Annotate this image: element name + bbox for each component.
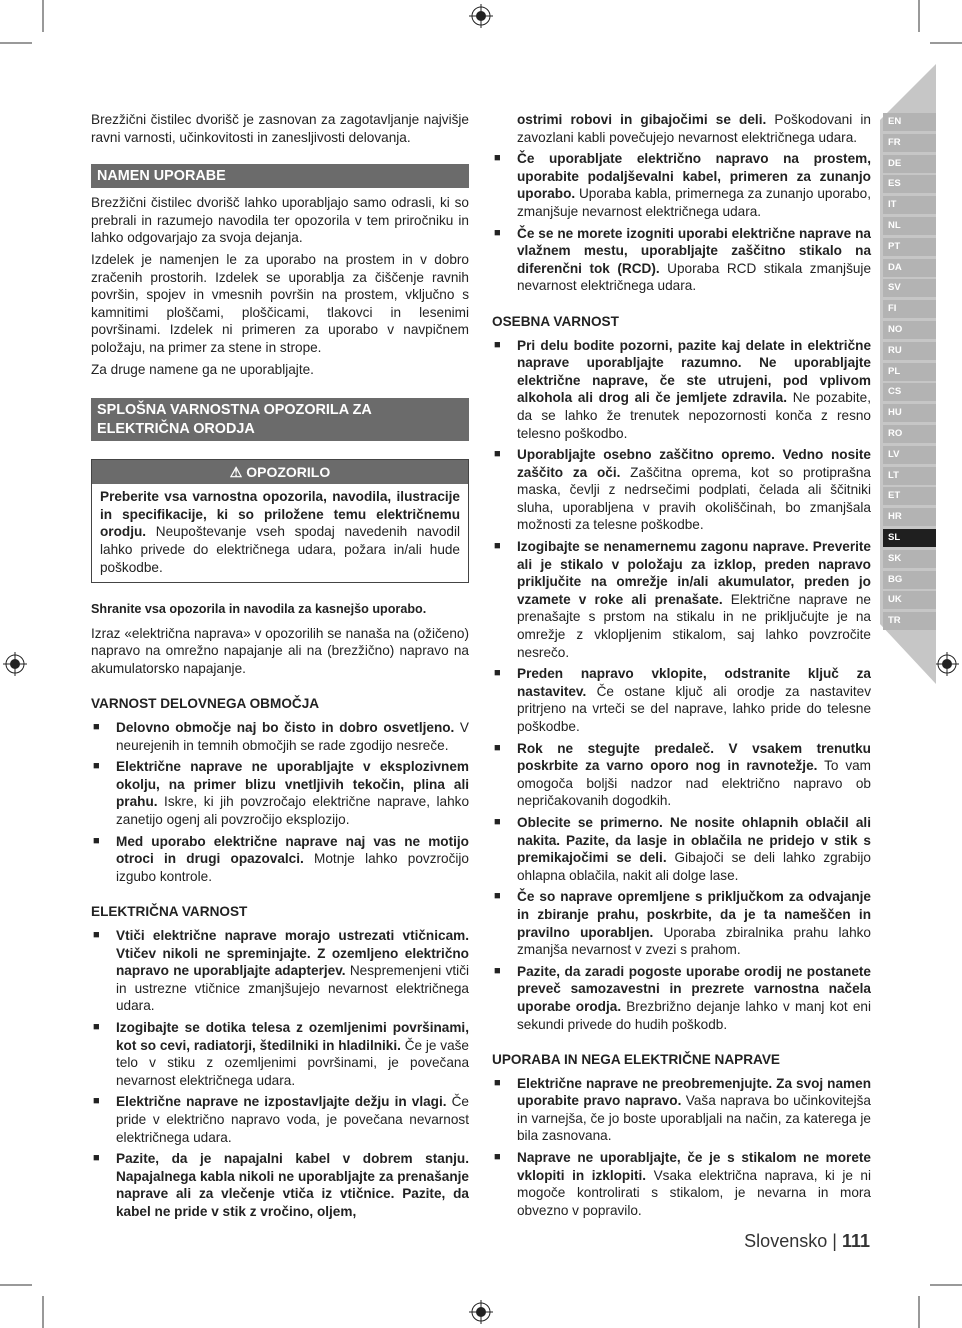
language-tab-ro: RO <box>883 425 936 443</box>
bullet-square-icon: ■ <box>494 815 501 828</box>
list-item <box>492 1075 871 1145</box>
right-column <box>492 111 871 1223</box>
item-bold-text: Naprave ne uporabljajte, če je s stikalom ne morete vklopiti in izklopiti. <box>517 1150 871 1183</box>
language-tab-it: IT <box>883 196 936 214</box>
language-tab-sk: SK <box>883 550 936 568</box>
item-text: Nespremenjeni vtiči in ustrezne vtičnice zmanjšujejo nevarnost električnega udara. <box>116 963 470 1014</box>
list-item <box>492 888 871 958</box>
bullet-square-icon: ■ <box>93 760 100 773</box>
language-tab-sv: SV <box>883 279 936 297</box>
language-tab-lv: LV <box>883 446 936 464</box>
item-text: Ne pozabite, da se lahko že trenutek nepozornosti konča z resno telesno poškodbo. <box>517 390 871 441</box>
namen-paragraph: Izdelek je namenjen le za uporabo na prostem in v dobro zračenih prostorih. Izdelek se uporablja za čiščenje ravnih površin, spojev in vmesnih površin na prostem, vključno s kamnitimi ploščami, ploščicami, tlakovci in lesenimi površinami. Izdelek ni primeren za uporabo v navpičnem položaju, na primer za stene in strope. <box>91 251 469 355</box>
warning-triangle-icon: ⚠ <box>229 464 243 481</box>
language-tab-uk: UK <box>883 591 936 609</box>
item-bold-text: Pazite, da zaradi pogoste uporabe orodij ne postanete preveč samozavestni in prezrete varnostna načela uporabe orodja. <box>517 963 871 1014</box>
item-bold-text: Vtiči električne naprave morajo ustrezati vtičnicam. Vtičev nikoli ne spreminjajte. Z ozemljeno električno napravo ne uporabljajte adapterjev. <box>116 928 469 979</box>
warning-body <box>92 484 468 582</box>
bullet-square-icon: ■ <box>494 448 501 461</box>
page-footer <box>744 1231 870 1252</box>
language-tab-en: EN <box>883 113 936 131</box>
bullet-square-icon: ■ <box>494 667 501 680</box>
section-heading-namen: NAMEN UPORABE <box>91 164 469 188</box>
page-number: 111 <box>841 1231 870 1251</box>
list-item <box>492 814 871 884</box>
item-text: Vsaka električna naprava, ki je ni mogoče kontrolirati s stikalom, je nevarna in mora obvezno v popravilo. <box>517 1167 872 1218</box>
item-bold-text: Izogibajte se dotika telesa z ozemljenimi površinami, kot so cevi, radiatorji, štedilniki in hladilniki. <box>116 1019 469 1053</box>
language-tab-fi: FI <box>883 300 936 318</box>
bullet-square-icon: ■ <box>93 1152 100 1165</box>
item-text: To vam omogoča boljši nadzor nad električno napravo ob nepričakovanih dogodkih. <box>517 758 871 809</box>
list-item <box>492 337 871 443</box>
item-bold-text: Če se ne morete izogniti uporabi električne naprave na vlažnem mestu, uporabljajte zaščitno stikalo na diferenčni tok (RCD). <box>517 225 871 276</box>
language-tab-lt: LT <box>883 467 936 485</box>
item-text: Če je vaše telo v stiku z ozemljenimi površinami, je povečana nevarnost električnega udara. <box>116 1037 469 1088</box>
list-item <box>492 1149 871 1219</box>
item-bold-text: Rok ne stegujte predaleč. V vsakem trenutku poskrbite za varno oporo nog in ravnotežje. <box>517 740 871 774</box>
section-heading-splosna: SPLOŠNA VARNOSTNA OPOZORILA ZA ELEKTRIČNA ORODJA <box>91 398 469 441</box>
list-elektricna <box>91 927 469 1221</box>
bullet-square-icon: ■ <box>93 929 100 941</box>
subheading-elektricna: ELEKTRIČNA VARNOST <box>91 904 248 920</box>
bullet-square-icon: ■ <box>93 1095 100 1108</box>
bullet-square-icon: ■ <box>93 721 100 734</box>
bullet-square-icon: ■ <box>494 226 501 239</box>
language-tab-fr: FR <box>883 134 936 152</box>
language-tab-da: DA <box>883 259 936 277</box>
item-text: Zaščitna oprema, kot so protiprašna maska, čevlji z nedrsečimi podplati, čelada ali ščitniki sluha, uporabljena v pravih okoliščinah, bo zmanjšala možnosti za telesne poškodbe. <box>517 464 871 533</box>
warning-title: OPOZORILO <box>246 464 331 481</box>
language-tab-hr: HR <box>883 508 936 526</box>
language-tab-et: ET <box>883 487 936 505</box>
language-tab-tr: TR <box>883 612 936 630</box>
namen-paragraph: Brezžični čistilec dvorišč lahko uporabljajo samo odrasli, ki so prebrali in razumejo navodila ter opozorila v tem priročniku in lahko odgovarjajo za svoja dejanja. <box>91 195 469 246</box>
intro-paragraph: Brezžični čistilec dvorišč je zasnovan za zagotavljanje najvišje ravni varnosti, učinkovitosti in zanesljivosti delovanja. <box>91 112 469 145</box>
list-item <box>492 665 871 735</box>
language-tab-ru: RU <box>883 342 936 360</box>
footer-separator: | <box>832 1231 837 1251</box>
language-tab-no: NO <box>883 321 936 339</box>
list-item <box>492 963 871 1033</box>
list-item <box>91 758 469 828</box>
language-tab-de: DE <box>883 155 936 173</box>
registration-mark-icon <box>935 652 959 676</box>
item-bold-text: Električne naprave ne preobremenjujte. Za svoj namen uporabite pravo napravo. <box>517 1075 871 1109</box>
list-uporaba <box>492 1075 871 1220</box>
item-text: Brezbrižno dejanje lahko v manj kot eni sekundi privede do hudih poškodb. <box>517 998 871 1032</box>
item-bold-text: Med uporabo električne naprave naj vas ne motijo otroci in drugi opazovalci. <box>116 833 469 867</box>
bullet-square-icon: ■ <box>93 1020 100 1033</box>
item-bold-text: Izogibajte se nenamernemu zagonu naprave. Preverite ali je stikalo v položaju za izklop, preden napravo priključite na omrežje in/ali akumulator, preden jo vzamete v roke ali prenašate. <box>517 539 871 607</box>
warning-header <box>92 460 468 484</box>
bullet-square-icon: ■ <box>494 964 501 977</box>
registration-mark-icon <box>469 4 493 28</box>
item-text: Iskre, ki jih povzročajo električne naprave, lahko zanetijo ogenj ali povzročijo eksplozijo. <box>116 794 469 828</box>
item-bold-text: Električne naprave ne uporabljajte v eksplozivnem okolju, na primer blizu vnetljivih tekočin, plina ali prahu. <box>116 759 469 810</box>
language-tab-hu: HU <box>883 404 936 422</box>
list-right-items <box>492 150 871 295</box>
bullet-square-icon: ■ <box>494 890 501 903</box>
bullet-square-icon: ■ <box>494 152 501 165</box>
language-tabs <box>883 113 936 633</box>
item-bold-text: Uporabljajte osebno zaščitno opremo. Vedno nosite zaščito za oči. <box>517 447 871 480</box>
item-bold-text: Oblecite se primerno. Ne nosite ohlapnih oblačil ali nakita. Pazite, da lasje in oblačila ne pridejo v stik s premikajočimi se deli. <box>517 814 871 866</box>
item-bold-text: Delovno območje naj bo čisto in dobro osvetljeno. <box>116 720 455 736</box>
item-text: Če ostane ključ ali orodje za nastavitev pritrjeno na vrteči se del naprave, lahko pride do telesne poškodbe. <box>517 683 871 734</box>
term-paragraph: Izraz «električna naprava» v opozorilih se nanaša na (ožičeno) napravo na omrežno napajanje ali na (brezžično) napravo na akumulatorsko napajanje. <box>91 625 469 676</box>
item-text: Če pride v električno napravo voda, je povečana nevarnost električnega udara. <box>116 1094 469 1145</box>
list-item <box>492 150 871 220</box>
registration-mark-icon <box>469 1300 493 1324</box>
language-tab-cs: CS <box>883 383 936 401</box>
list-item <box>492 740 871 810</box>
language-tab-sl: SL <box>883 529 936 547</box>
save-note: Shranite vsa opozorila in navodila za kasnejšo uporabo. <box>91 602 427 617</box>
bullet-square-icon: ■ <box>494 1151 501 1164</box>
list-delovno <box>91 719 469 885</box>
bullet-square-icon: ■ <box>93 834 100 847</box>
bullet-square-icon: ■ <box>494 540 501 553</box>
list-item <box>492 111 871 146</box>
bullet-square-icon: ■ <box>494 1076 501 1089</box>
subheading-delovno: VARNOST DELOVNEGA OBMOČJA <box>91 696 320 712</box>
warning-box <box>91 459 469 583</box>
subheading-osebna: OSEBNA VARNOST <box>492 313 619 329</box>
list-item <box>91 1150 469 1220</box>
list-item <box>492 446 871 534</box>
language-tab-pt: PT <box>883 238 936 256</box>
language-tab-pl: PL <box>883 363 936 381</box>
item-text: Gibajoči se deli lahko zgrabijo ohlapna oblačila, nakit ali dolge lase. <box>517 850 871 883</box>
item-bold-text: Če uporabljate električno napravo na prostem, uporabite podaljševalni kabel, primeren za zunanjo uporabo. <box>517 151 871 202</box>
item-bold-text: Pri delu bodite pozorni, pazite kaj delate in električne naprave uporabljajte razumno. Ne uporabljajte električne naprave, če ste utrujeni, pod vplivom alkohola ali drog ali če jemljete zdravila. <box>517 337 871 406</box>
item-text: Motnje lahko povzročijo izgubo kontrole. <box>116 851 469 884</box>
item-bold-text: Če so naprave opremljene s priključkom za odvajanje in zbiranje prahu, poskrbite, da je ta nameščen in pravilno uporabljen. <box>517 889 871 940</box>
left-column <box>91 111 469 1225</box>
language-tab-es: ES <box>883 175 936 193</box>
item-text: Uporaba zbiralnika prahu lahko zmanjša nevarnost v zvezi s prahom. <box>517 924 871 958</box>
item-text: Vaša naprava bo učinkovitejša in varnejša, če jo boste uporabljali na način, za katerega je bila zasnovana. <box>517 1093 871 1144</box>
warning-text: Neupoštevanje vseh spodaj navedenih navodil lahko privede do električnega udara, požara in/ali hude poškodbe. <box>100 524 460 575</box>
item-bold-text: Pazite, da je napajalni kabel v dobrem stanju. Napajalnega kabla nikoli ne uporabljajte za prenašanje naprave ali za vlečenje vtiča iz vtičnice. Pazite, da kabel ne pride v stik z vročino, oljem, <box>116 1151 469 1219</box>
list-item <box>91 719 469 754</box>
item-bold-text: Preden napravo vklopite, odstranite ključ za nastavitev. <box>517 666 871 699</box>
list-item <box>492 538 871 661</box>
list-osebna <box>492 337 871 1034</box>
list-continued <box>492 111 871 146</box>
list-item <box>91 927 469 1015</box>
item-text: Uporaba kabla, primernega za zunanjo uporabo, zmanjšuje nevarnost električnega udara. <box>517 186 871 219</box>
subheading-uporaba: UPORABA IN NEGA ELEKTRIČNE NAPRAVE <box>492 1052 781 1068</box>
footer-language: Slovensko <box>744 1231 828 1251</box>
item-text: Poškodovani in zavozlani kabli povečujejo nevarnost električnega udara. <box>517 112 871 145</box>
warning-bold-text: Preberite vsa varnostna opozorila, navodila, ilustracije in specifikacije, ki so priložene temu električnemu orodju. <box>100 489 460 540</box>
language-tab-nl: NL <box>883 217 936 235</box>
item-bold-text: Električne naprave ne izpostavljajte dežju in vlagi. <box>116 1094 447 1110</box>
list-item <box>91 833 469 886</box>
list-item <box>492 225 871 295</box>
language-tab-bg: BG <box>883 571 936 589</box>
item-text: V neurejenih in temnih območjih se rade zgodijo nesreče. <box>116 720 469 753</box>
item-text: Električne naprave ne prenašajte s prstom na stikalu in ne priključujte je na omrežje z vklopljenim stikalom, saj lahko povzročite nesrečo. <box>517 591 871 660</box>
list-item <box>91 1093 469 1146</box>
bullet-square-icon: ■ <box>494 338 501 351</box>
bullet-square-icon: ■ <box>494 741 501 754</box>
item-text: Uporaba RCD stikala zmanjšuje nevarnost električnega udara. <box>517 260 872 294</box>
namen-paragraph: Za druge namene ga ne uporabljajte. <box>91 361 314 377</box>
list-item <box>91 1019 469 1089</box>
item-bold-text: ostrimi robovi in gibajočimi se deli. <box>517 112 767 127</box>
registration-mark-icon <box>3 652 27 676</box>
